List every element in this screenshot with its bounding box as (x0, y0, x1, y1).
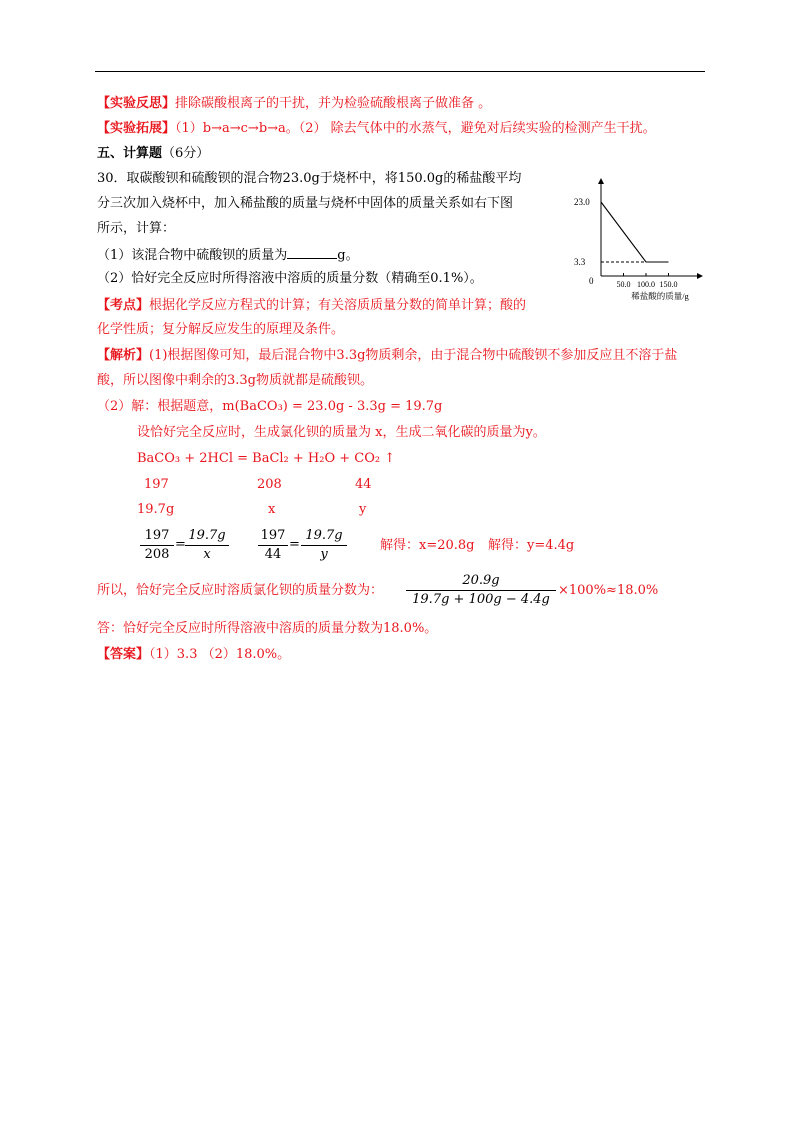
answer-statement: 答：恰好完全反应时所得溶液中溶质的质量分数为18.0%。 (97, 621, 438, 636)
mass-chart (568, 176, 708, 306)
header-rule (95, 71, 705, 72)
origin-label: 0 (589, 276, 594, 286)
ratio1-equals: = (175, 537, 186, 552)
question-line-3: 所示，计算： (97, 221, 176, 236)
jiexi-tag: 【解析】 (97, 348, 150, 363)
ratio2-left: 197 44 (258, 528, 288, 562)
final-suffix: ×100%≈18.0% (558, 583, 659, 598)
molar-mass-co2: 44 (355, 477, 372, 492)
extension-tag: 【实验拓展】 (97, 121, 176, 136)
section-heading (97, 146, 209, 162)
jiexi-line-2: 酸，所以图像中剩余的3.3g物质就都是硫酸钡。 (97, 373, 373, 388)
chemical-equation: BaCO₃ + 2HCl = BaCl₂ + H₂O + CO₂ ↑ (137, 451, 396, 466)
x-axis-label: 稀盐酸的质量/g (631, 291, 689, 301)
mass-y: y (359, 502, 367, 517)
part1-prefix: （1）该混合物中硫酸钡的质量为 (97, 248, 288, 263)
question-line-1: 30．取碳酸钡和硫酸钡的混合物23.0g于烧杯中，将150.0g的稀盐酸平均 (97, 171, 522, 186)
final-prefix: 所以，恰好完全反应时溶质氯化钡的质量分数为： (97, 583, 384, 598)
ratio2-equals: = (289, 537, 300, 552)
extension-text: （1）b→a→c→b→a。（2） 除去气体中的水蒸气，避免对后续实验的检测产生干扰。 (175, 121, 656, 136)
ratio2-right: 19.7g y (301, 528, 347, 562)
x-tick-label-0: 50.0 (616, 280, 631, 289)
jiexi-line-1 (97, 348, 677, 364)
kaodian-line-1 (97, 298, 526, 314)
mass-x: x (268, 502, 276, 517)
part1-suffix: g。 (337, 248, 359, 263)
x-tick-label-2: 150.0 (659, 280, 678, 289)
x-tick-label-1: 100.0 (637, 280, 655, 289)
kaodian-text-1: 根据化学反应方程式的计算；有关溶质质量分数的简单计算；酸的 (149, 298, 527, 313)
section-score: （6分） (162, 146, 210, 161)
ratio1-right: 19.7g x (185, 528, 229, 562)
y-tick-label-1: 3.3 (574, 257, 586, 267)
kaodian-line-2: 化学性质；复分解反应发生的原理及条件。 (97, 322, 345, 337)
answer-blank (287, 246, 337, 259)
result-x: 解得：x=20.8g (380, 538, 475, 553)
final-fraction: 20.9g 19.7g + 100g − 4.4g (406, 573, 556, 607)
question-line-2: 分三次加入烧杯中，加入稀盐酸的质量与烧杯中固体的质量关系如右下图 (97, 196, 514, 211)
question-part-2: （2）恰好完全反应时所得溶液中溶质的质量分数（精确至0.1%）。 (97, 271, 483, 286)
ratio1-left: 197 208 (140, 528, 174, 562)
solution-mass-line: （2）解：根据题意，m(BaCO₃) = 23.0g - 3.3g = 19.7g (97, 399, 443, 414)
section-title: 五、计算题 (97, 146, 163, 161)
answer-text: （1）3.3 （2）18.0%。 (149, 647, 291, 662)
solution-assume: 设恰好完全反应时，生成氯化钡的质量为 x，生成二氧化碳的质量为y。 (137, 425, 546, 440)
reflection-text: 排除碳酸根离子的干扰，并为检验硫酸根离子做准备 。 (175, 96, 492, 111)
question-part-1 (97, 246, 359, 264)
reflection-tag: 【实验反思】 (97, 96, 176, 111)
extension-line (97, 121, 656, 137)
answer-tag: 【答案】 (97, 647, 150, 662)
molar-mass-bacl2: 208 (257, 477, 282, 492)
mass-baco3: 19.7g (137, 502, 175, 517)
y-tick-label-0: 23.0 (574, 197, 590, 207)
jiexi-text-1: (1)根据图像可知，最后混合物中3.3g物质剩余，由于混合物中硫酸钡不参加反应且不溶于盐 (149, 348, 678, 363)
result-y: 解得：y=4.4g (488, 538, 575, 553)
answer-line (97, 647, 290, 663)
kaodian-tag: 【考点】 (97, 298, 150, 313)
reflection-line (97, 96, 491, 112)
series-line-0 (601, 202, 669, 262)
molar-mass-baco3: 197 (144, 477, 169, 492)
